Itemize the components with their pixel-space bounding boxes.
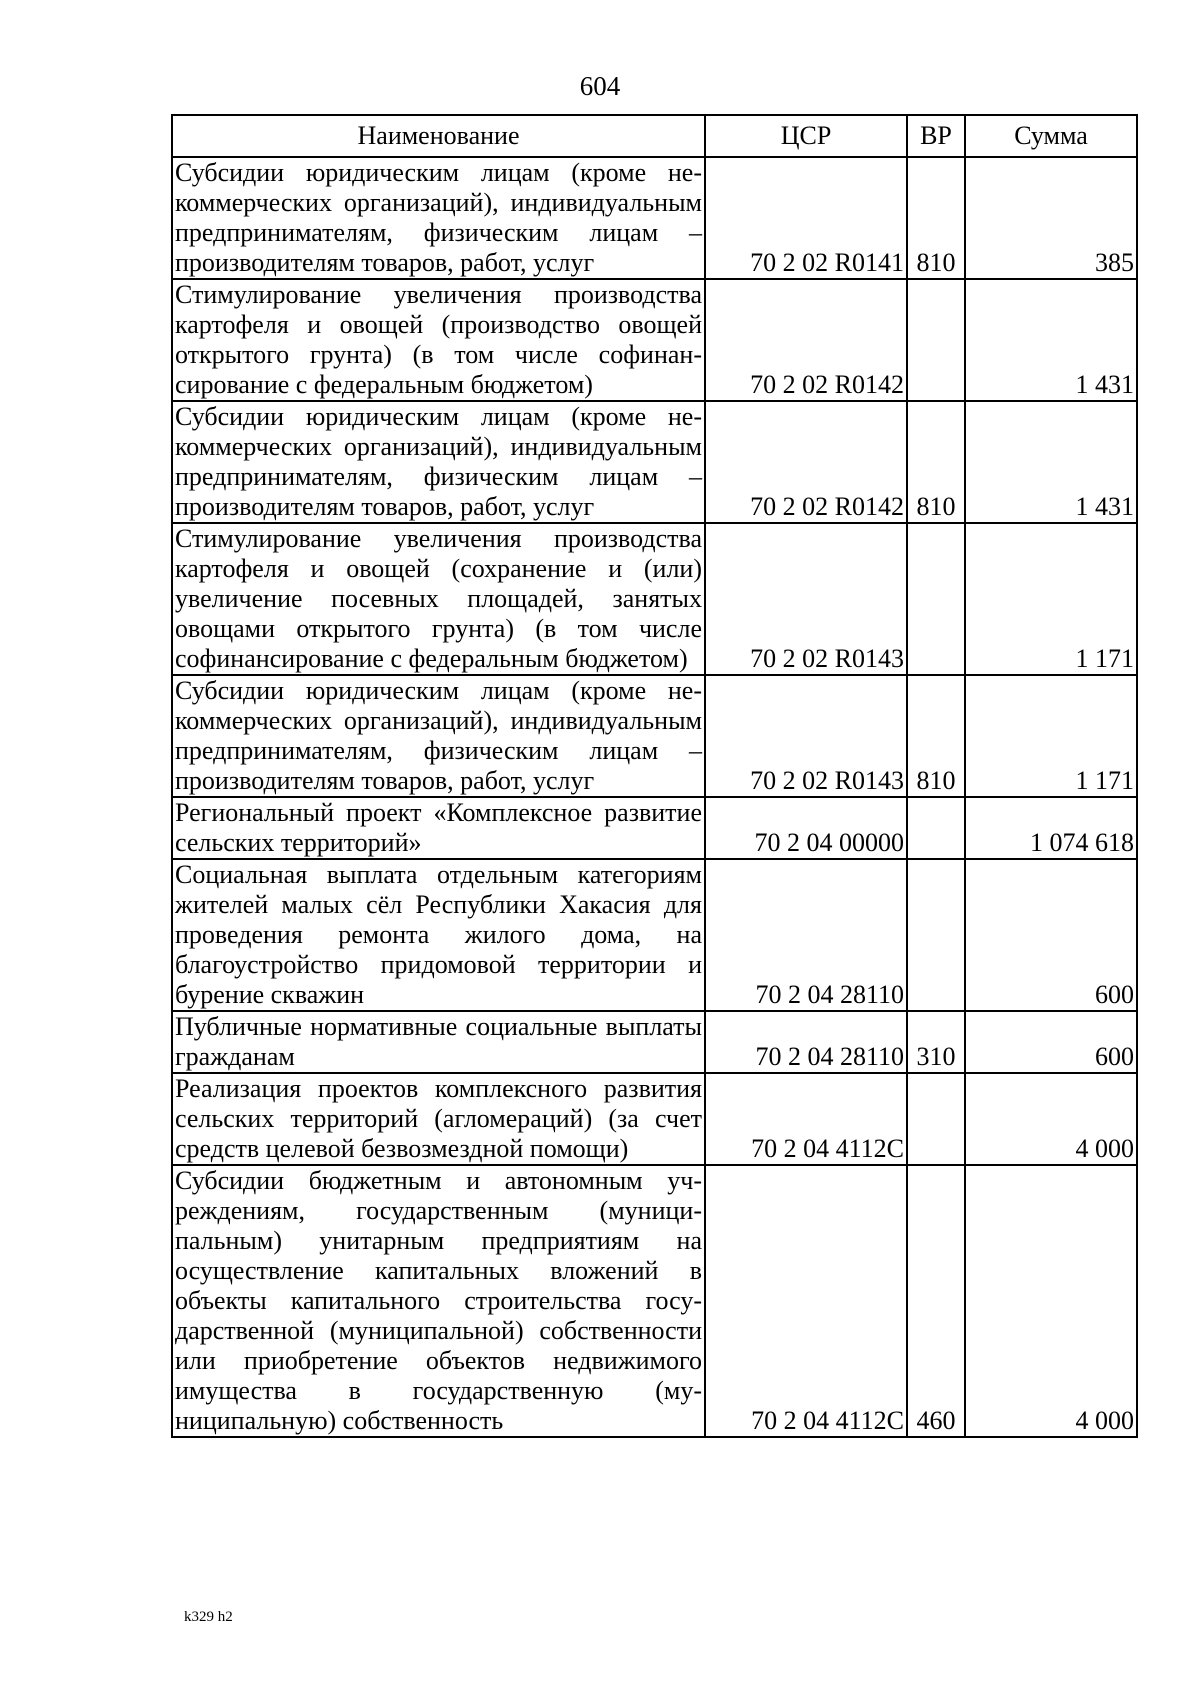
table-row	[172, 1011, 1137, 1073]
row-csr: 70 2 04 00000	[705, 797, 907, 859]
row-name: Социальная выплата отдельным категориям жителей малых сёл Республики Хакасия для проведения ремонта жилого дома, на благоустройство придомовой территории и бурение скважин	[172, 859, 705, 1011]
table-row	[172, 797, 1137, 859]
row-sum: 1 431	[965, 279, 1137, 401]
row-sum: 1 171	[965, 675, 1137, 797]
row-vr: 810	[907, 675, 965, 797]
row-csr: 70 2 04 4112C	[705, 1073, 907, 1165]
row-vr: 810	[907, 401, 965, 523]
row-name: Стимулирование увеличения производства картофеля и овощей (сохранение и (или) увеличение посевных площадей, занятых овощами открытого грунта) (в том числе софинансирование с федеральным бюджетом)	[172, 523, 705, 675]
table-row	[172, 157, 1137, 279]
row-csr: 70 2 04 28110	[705, 859, 907, 1011]
row-sum: 4 000	[965, 1073, 1137, 1165]
header-vr: ВР	[907, 115, 965, 157]
row-name: Субсидии бюджетным и автономным учреждениям, государственным (муниципальным) унитарным предприятиям на осуществление капитальных вложений в объекты капитального строительства государственной (муниципальной) собственности или приобретение объектов недвижимого имущества в государственную (муниципальную) собственность	[172, 1165, 705, 1437]
table-header-row	[172, 115, 1137, 157]
row-sum: 600	[965, 1011, 1137, 1073]
row-sum: 600	[965, 859, 1137, 1011]
row-vr: 460	[907, 1165, 965, 1437]
row-vr	[907, 859, 965, 1011]
row-vr	[907, 1073, 965, 1165]
row-vr: 310	[907, 1011, 965, 1073]
row-csr: 70 2 02 R0142	[705, 401, 907, 523]
table-row	[172, 279, 1137, 401]
table-row	[172, 859, 1137, 1011]
row-sum: 1 074 618	[965, 797, 1137, 859]
row-name: Субсидии юридическим лицам (кроме некоммерческих организаций), индивидуальным предпринимателям, физическим лицам – производителям товаров, работ, услуг	[172, 157, 705, 279]
page-number: 604	[579, 71, 621, 101]
row-name: Субсидии юридическим лицам (кроме некоммерческих организаций), индивидуальным предпринимателям, физическим лицам – производителям товаров, работ, услуг	[172, 675, 705, 797]
row-csr: 70 2 04 28110	[705, 1011, 907, 1073]
row-vr	[907, 279, 965, 401]
row-csr: 70 2 02 R0142	[705, 279, 907, 401]
header-name: Наименование	[172, 115, 705, 157]
row-csr: 70 2 02 R0141	[705, 157, 907, 279]
row-name: Публичные нормативные социальные выплаты гражданам	[172, 1011, 705, 1073]
row-csr: 70 2 02 R0143	[705, 523, 907, 675]
row-csr: 70 2 02 R0143	[705, 675, 907, 797]
table-row	[172, 1165, 1137, 1437]
table-row	[172, 401, 1137, 523]
row-vr: 810	[907, 157, 965, 279]
row-name: Реализация проектов комплексного развития сельских территорий (агломераций) (за счет средств целевой безвозмездной помощи)	[172, 1073, 705, 1165]
header-sum: Сумма	[965, 115, 1137, 157]
row-name: Субсидии юридическим лицам (кроме некоммерческих организаций), индивидуальным предпринимателям, физическим лицам – производителям товаров, работ, услуг	[172, 401, 705, 523]
row-name: Региональный проект «Комплексное развитие сельских территорий»	[172, 797, 705, 859]
header-csr: ЦСР	[705, 115, 907, 157]
footer-code: k329 h2	[184, 1609, 233, 1625]
row-csr: 70 2 04 4112C	[705, 1165, 907, 1437]
row-vr	[907, 523, 965, 675]
row-vr	[907, 797, 965, 859]
table-row	[172, 1073, 1137, 1165]
row-name: Стимулирование увеличения производства картофеля и овощей (производство овощей открытого грунта) (в том числе софинансирование с федеральным бюджетом)	[172, 279, 705, 401]
budget-table	[171, 114, 1138, 1438]
row-sum: 385	[965, 157, 1137, 279]
row-sum: 1 431	[965, 401, 1137, 523]
row-sum: 4 000	[965, 1165, 1137, 1437]
table-row	[172, 523, 1137, 675]
row-sum: 1 171	[965, 523, 1137, 675]
table-row	[172, 675, 1137, 797]
